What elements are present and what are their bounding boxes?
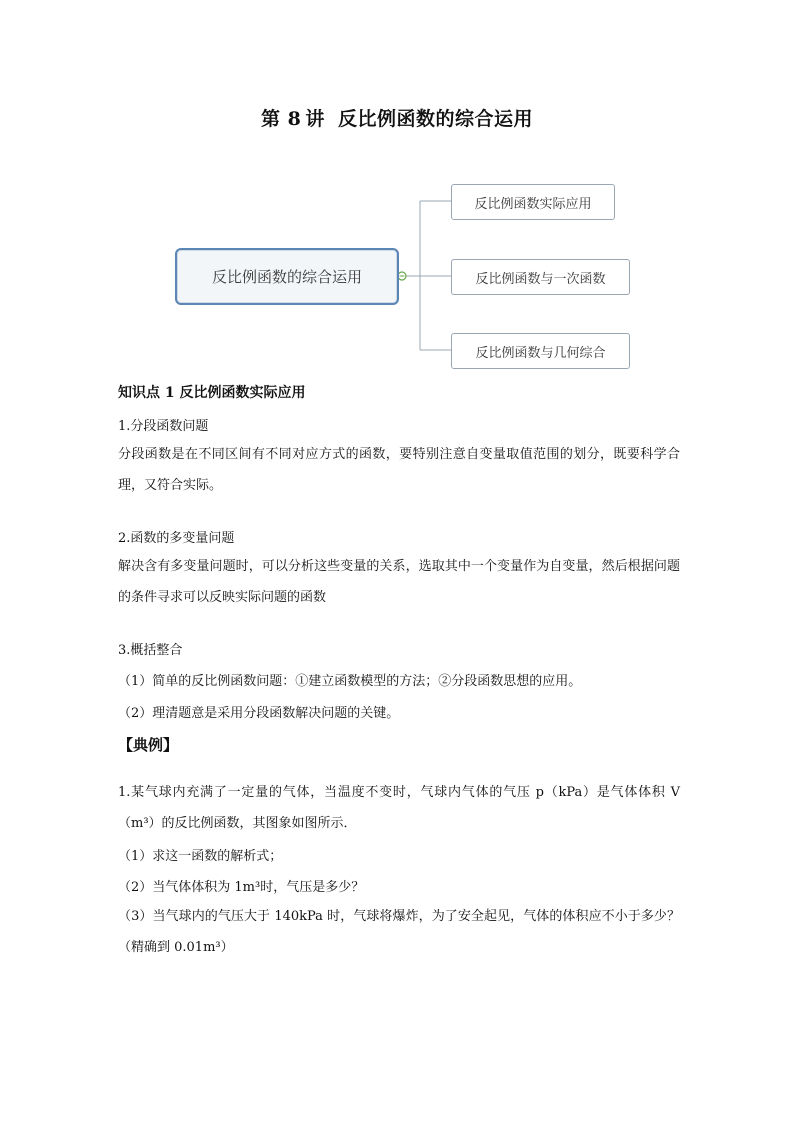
title-main: 反比例函数的综合运用 <box>338 108 534 130</box>
example-heading: 【典例】 <box>118 736 179 754</box>
mind-map-branch-applications: 反比例函数实际应用 <box>451 184 615 220</box>
question1-part3: （3）当气球内的气压大于 140kPa 时，气球将爆炸，为了安全起见，气体的体积应不小于多少？（精确到 0.01m³） <box>118 909 680 955</box>
item2-body: 解决含有多变量问题时，可以分析这些变量的关系，选取其中一个变量作为自变量，然后根据问题的条件寻求可以反映实际问题的函数 <box>118 559 680 605</box>
question1-part2: （2）当气体体积为 1m³时，气压是多少？ <box>118 880 365 895</box>
title-prefix: 第 <box>260 108 281 130</box>
item3-line1: （1）简单的反比例函数问题：①建立函数模型的方法；②分段函数思想的应用。 <box>118 674 582 689</box>
mind-map <box>0 0 794 380</box>
item3-line2: （2）理清题意是采用分段函数解决问题的关键。 <box>118 706 400 721</box>
item3-title: 3.概括整合 <box>118 643 183 658</box>
mind-map-connectors <box>0 0 794 380</box>
item2-title: 2.函数的多变量问题 <box>118 531 235 546</box>
mind-map-branch-linear-function: 反比例函数与一次函数 <box>451 259 630 295</box>
item1-body: 分段函数是在不同区间有不同对应方式的函数，要特别注意自变量取值范围的划分，既要科学合理，又符合实际。 <box>118 447 680 493</box>
section-heading: 知识点 1 反比例函数实际应用 <box>118 385 306 401</box>
question1-intro: 1.某气球内充满了一定量的气体，当温度不变时，气球内气体的气压 p（kPa）是气体体积 V（m³）的反比例函数，其图象如图所示． <box>118 785 680 831</box>
item1-title: 1.分段函数问题 <box>118 419 209 434</box>
mind-map-branch-geometry: 反比例函数与几何综合 <box>451 333 630 369</box>
title-suffix: 讲 <box>305 108 325 130</box>
mind-map-central-node: 反比例函数的综合运用 <box>175 248 399 305</box>
question1-part1: （1）求这一函数的解析式； <box>118 849 283 864</box>
title-number: 8 <box>287 108 302 130</box>
